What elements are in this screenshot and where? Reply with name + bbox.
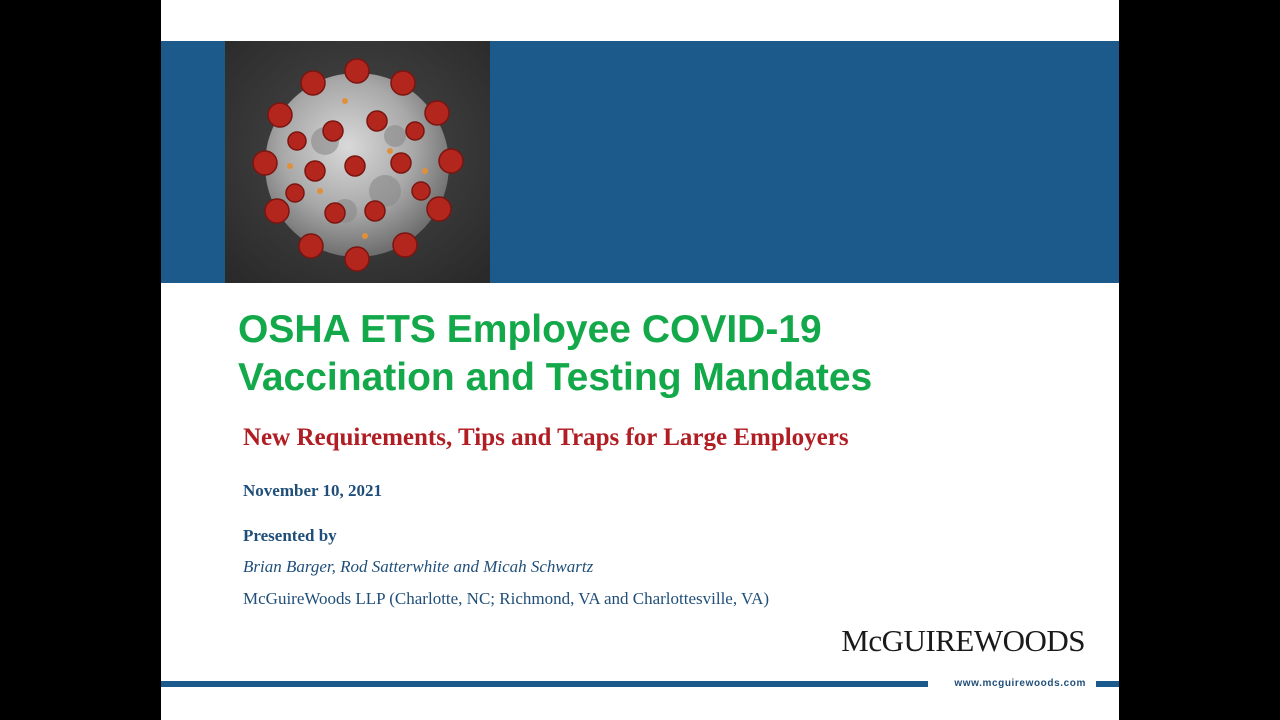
mcguirewoods-logo: McGUIREWOODS [841,623,1085,658]
footer-divider-left [161,681,928,687]
presentation-date: November 10, 2021 [243,481,382,500]
presenter-names: Brian Barger, Rod Satterwhite and Micah Schwartz [243,557,594,576]
firm-locations: McGuireWoods LLP (Charlotte, NC; Richmond, VA and Charlottesville, VA) [243,589,770,608]
footer-url: www.mcguirewoods.com [954,678,1086,689]
slide [161,0,1119,720]
coronavirus-image [225,41,490,283]
title-line-1: OSHA ETS Employee COVID-19 [238,308,822,351]
title-line-2: Vaccination and Testing Mandates [238,356,873,399]
footer-divider-right [1096,681,1119,687]
subtitle: New Requirements, Tips and Traps for Large Employers [243,424,849,451]
presented-by-label: Presented by [243,526,337,545]
presentation-title [238,306,1098,402]
